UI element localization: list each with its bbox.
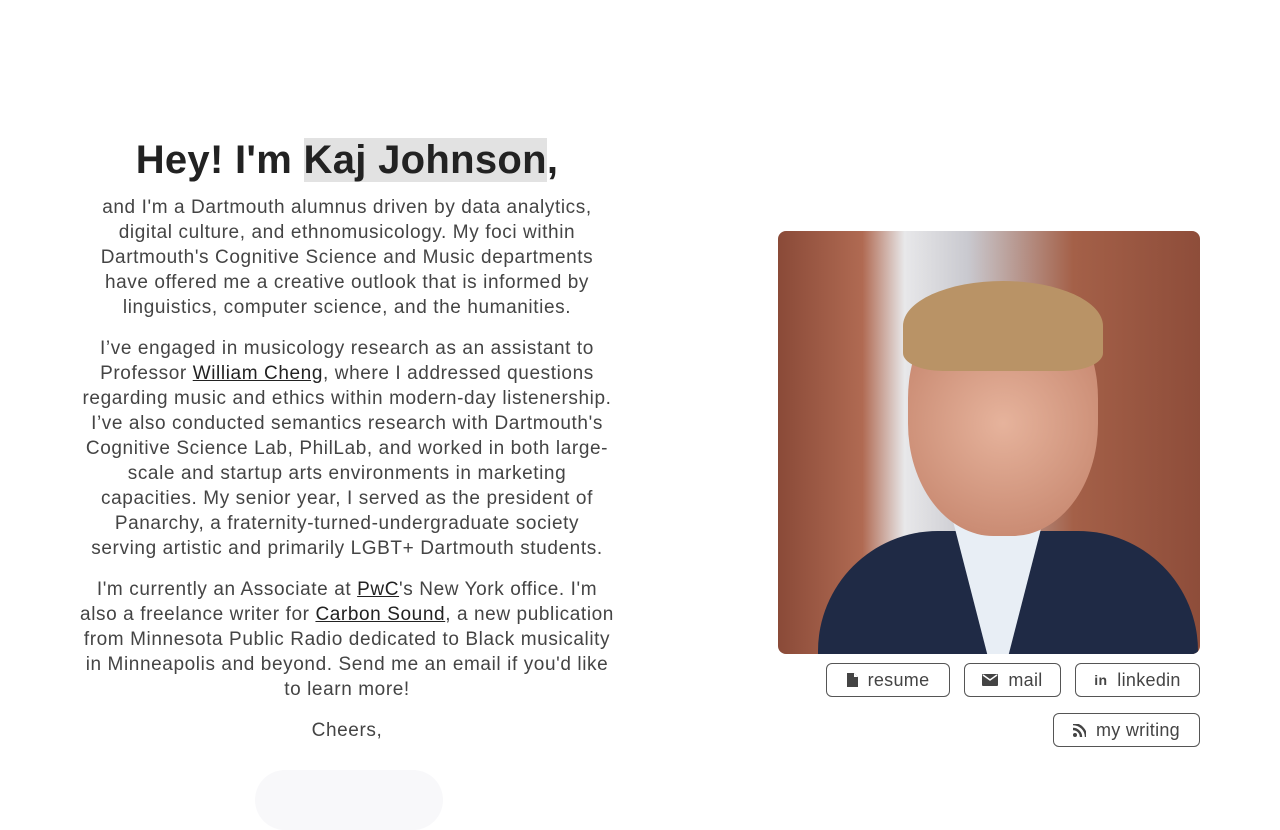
- bio-paragraph-2: [80, 336, 614, 561]
- william-cheng-link[interactable]: William Cheng: [192, 363, 323, 384]
- bio-paragraph-3: [80, 577, 614, 702]
- resume-button[interactable]: [826, 663, 950, 697]
- resume-label: resume: [867, 669, 930, 690]
- bio-paragraph-1: and I'm a Dartmouth alumnus driven by data analytics, digital culture, and ethnomusicology. My foci within Dartmouth's Cognitive Science and Music departments have offered me a creative outlook that is informed by linguistics, computer science, and the humanities.: [100, 197, 594, 318]
- text: , a new publication from Minnesota Public Radio dedicated to Black musicality in Minneapolis and beyond. Send me an email if you'd like to learn more!: [83, 604, 614, 700]
- linkedin-button[interactable]: [1075, 663, 1200, 697]
- rss-icon: [1073, 724, 1086, 737]
- page-title: [80, 135, 614, 185]
- comma: ,: [546, 138, 559, 182]
- file-icon: [847, 673, 858, 687]
- carbon-sound-link[interactable]: Carbon Sound: [315, 604, 446, 625]
- linkedin-icon: in: [1094, 672, 1108, 688]
- text: I’ve engaged in musicology research as an assistant to Professor: [100, 338, 594, 384]
- envelope-icon: [982, 674, 998, 686]
- photo-hair: [903, 281, 1103, 371]
- text: , where I addressed questions regarding music and ethics within modern-day listenership. I’ve also conducted semantics research with Dartmouth's Cognitive Science Lab, PhilLab, and worked in both large-scale and startup arts environments in marketing capacities. My senior year, I served as the president of Panarchy, a fraternity-turned-undergraduate society serving artistic and primarily LGBT+ Dartmouth students.: [82, 363, 612, 559]
- text: I'm currently an Associate at: [96, 579, 358, 600]
- signoff: Cheers,: [311, 720, 383, 741]
- pwc-link[interactable]: PwC: [357, 579, 400, 600]
- text: 's New York office. I'm also a freelance writer for: [80, 579, 598, 625]
- bio-section: [80, 135, 614, 759]
- my-writing-label: my writing: [1095, 719, 1180, 740]
- mail-label: mail: [1008, 669, 1043, 690]
- signature-image: [255, 770, 443, 830]
- profile-photo: [778, 231, 1200, 654]
- name-highlight: Kaj Johnson: [303, 138, 547, 182]
- my-writing-button[interactable]: [1053, 713, 1200, 747]
- mail-button[interactable]: [964, 663, 1061, 697]
- linkedin-label: linkedin: [1117, 669, 1181, 690]
- greeting-text: Hey! I'm: [135, 138, 304, 182]
